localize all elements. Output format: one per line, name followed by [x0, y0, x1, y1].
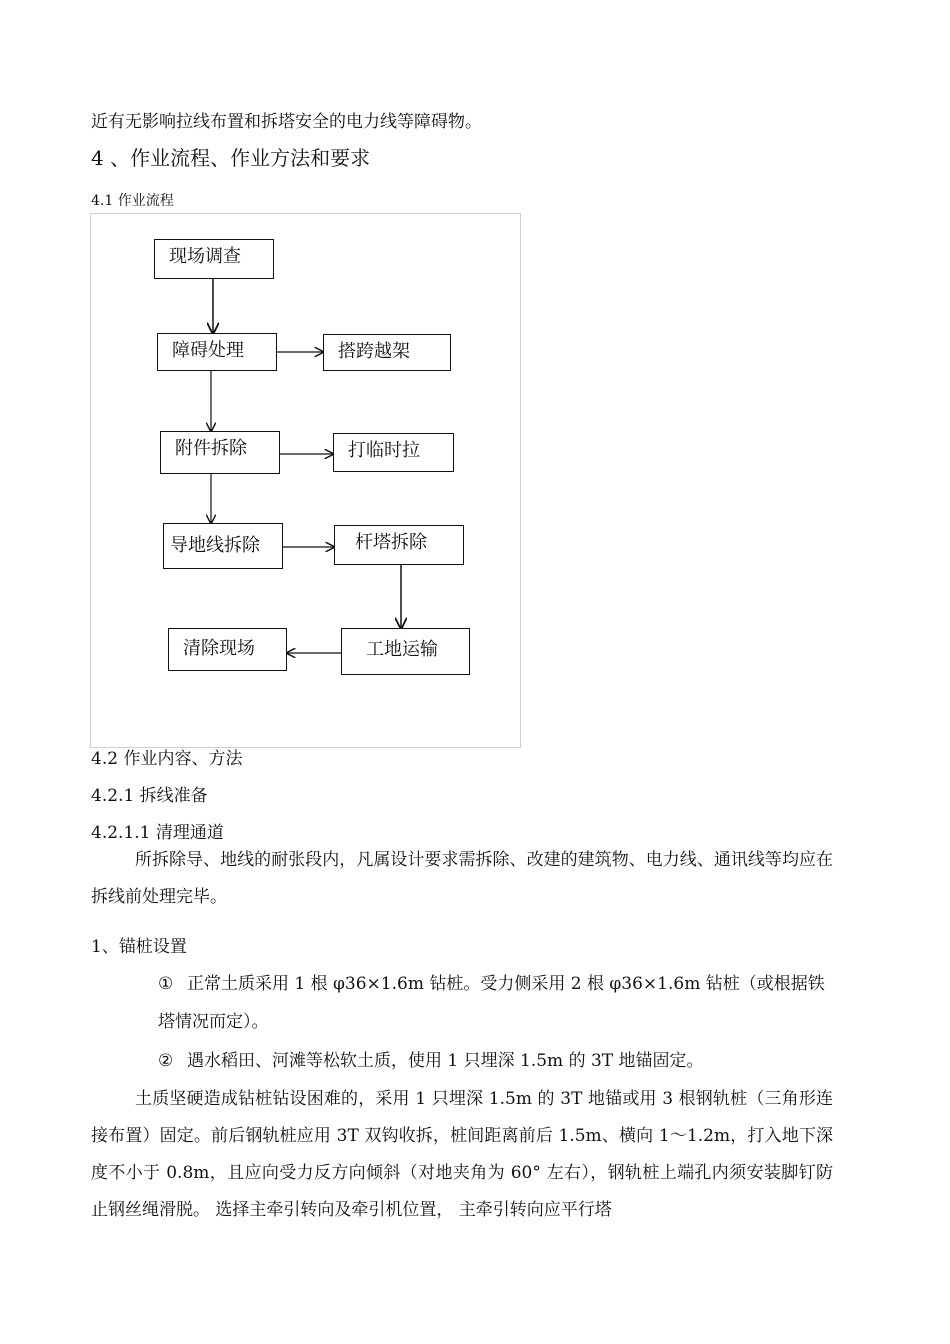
- list-item-2: [158, 1042, 834, 1080]
- subsection-heading-4-2-1-1: 4.2.1.1 清理通道: [91, 823, 224, 843]
- flow-label-transport: 工地运输: [366, 639, 438, 660]
- subsection-heading-4-2-1: 4.2.1 拆线准备: [91, 786, 208, 806]
- list-item-1-text: 正常土质采用 1 根 φ36×1.6m 钻桩。受力侧采用 2 根 φ36×1.6m 钻桩（或根据铁塔情况而定）。: [158, 974, 825, 1032]
- flow-label-cleanup: 清除现场: [183, 638, 255, 659]
- flow-label-conductor: 导地线拆除: [170, 535, 260, 556]
- flow-label-obstacle: 障碍处理: [172, 340, 244, 361]
- list-item-1: [158, 965, 834, 1041]
- flow-box-cleanup: [168, 628, 287, 671]
- flow-label-fittings: 附件拆除: [175, 438, 247, 459]
- anchor-setup-title: 1、锚桩设置: [91, 937, 187, 957]
- flowchart-frame: [90, 213, 521, 748]
- flow-box-scaffold: [323, 334, 451, 371]
- section-heading-4: 4 、作业流程、作业方法和要求: [91, 146, 371, 170]
- flow-box-fittings: [160, 431, 280, 474]
- flow-box-conductor: [163, 523, 283, 569]
- flow-label-temp-guy: 打临时拉: [348, 440, 420, 461]
- paragraph-hard-soil-text: 土质坚硬造成钻桩钻设困难的，采用 1 只埋深 1.5m 的 3T 地锚或用 3 根钢轨桩（三角形连接布置）固定。前后钢轨桩应用 3T 双钩收拆，桩间距离前后 1.5m、横向 1～1.2m，打入地下深度不小于 0.8m，且应向受力反方向倾斜（对地夹角为 60° 左右），钢轨桩上端孔内须安装脚钉防止钢丝绳滑脱。 选择主牵引转向及牵引机位置， 主牵引转向应平行塔: [91, 1089, 833, 1220]
- flow-label-tower: 杆塔拆除: [355, 532, 427, 553]
- flow-box-tower: [334, 525, 464, 565]
- paragraph-continuation: 近有无影响拉线布置和拆塔安全的电力线等障碍物。: [91, 112, 482, 132]
- flow-box-temp-guy: [333, 433, 454, 472]
- flow-box-transport: [341, 628, 470, 675]
- paragraph-clear-passage: [91, 842, 833, 916]
- flow-label-scaffold: 搭跨越架: [338, 341, 410, 362]
- paragraph-hard-soil: [91, 1081, 833, 1229]
- flow-label-survey: 现场调查: [169, 246, 241, 267]
- list-marker-1: ①: [158, 974, 174, 994]
- paragraph-clear-passage-text: 所拆除导、地线的耐张段内，凡属设计要求需拆除、改建的建筑物、电力线、通讯线等均应在拆线前处理完毕。: [91, 850, 833, 907]
- flow-box-survey: [154, 239, 274, 279]
- list-item-2-text: 遇水稻田、河滩等松软土质，使用 1 只埋深 1.5m 的 3T 地锚固定。: [187, 1051, 704, 1071]
- flow-box-obstacle: [157, 333, 277, 371]
- list-marker-2: ②: [158, 1051, 174, 1071]
- subsection-heading-4-1: 4.1 作业流程: [91, 193, 174, 209]
- subsection-heading-4-2: 4.2 作业内容、方法: [91, 749, 243, 769]
